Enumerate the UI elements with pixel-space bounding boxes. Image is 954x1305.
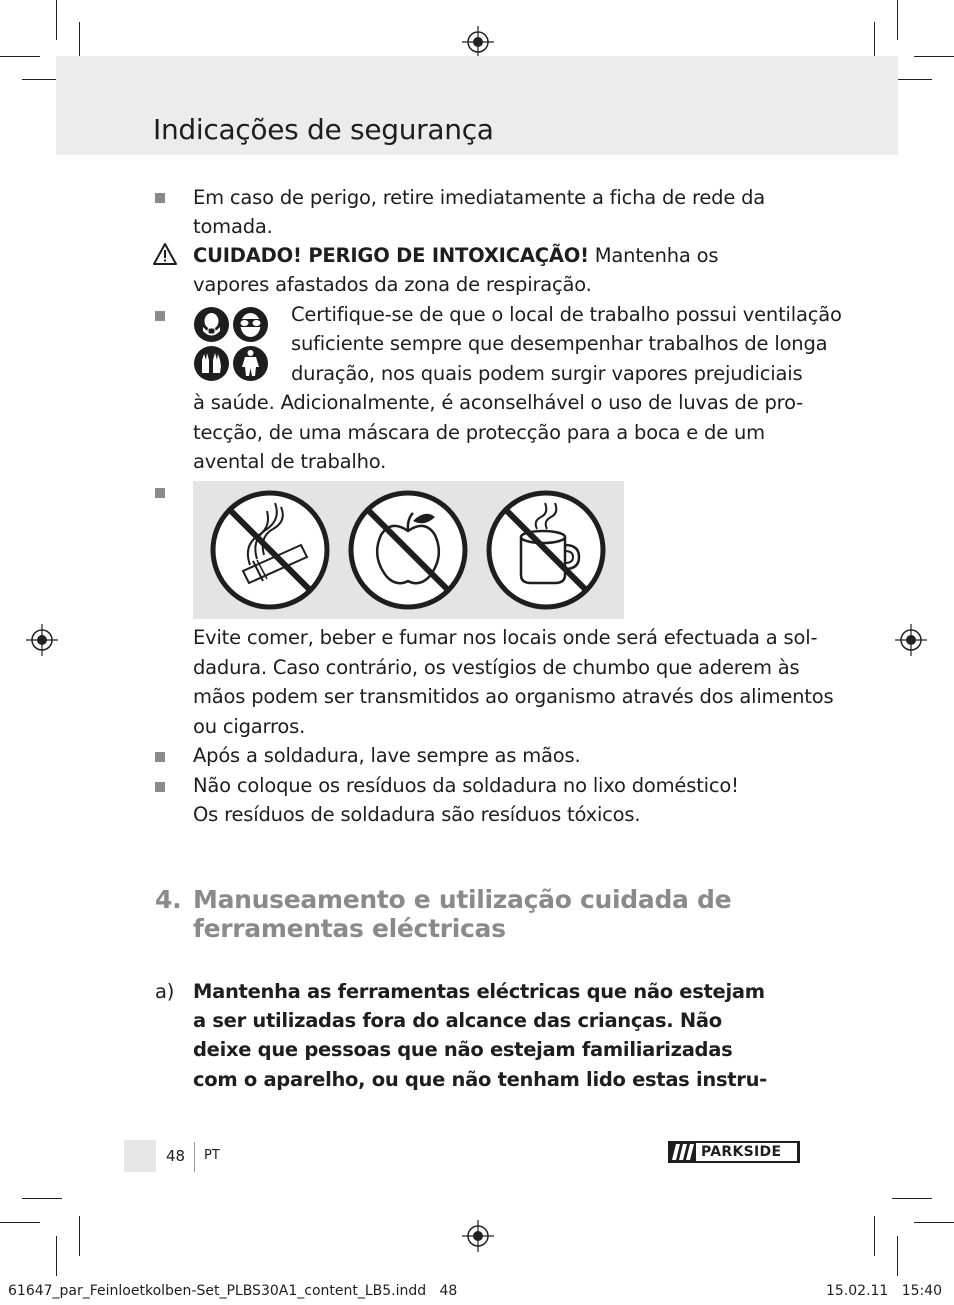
safety-item-4-line-1: Evite comer, beber e fumar nos locais onde será efectuada a sol- xyxy=(193,626,818,649)
brand-stripes-icon xyxy=(672,1144,694,1160)
item-a-line-4: com o aparelho, ou que não tenham lido estas instru- xyxy=(193,1068,767,1091)
item-a-label: a) xyxy=(155,980,175,1003)
gloves-icon xyxy=(193,345,230,382)
page-number: 48 xyxy=(166,1147,186,1165)
bullet xyxy=(155,488,165,498)
no-drinking-icon xyxy=(485,489,607,611)
warning-triangle-icon xyxy=(153,243,177,265)
warning-line-2: vapores afastados da zona de respiração. xyxy=(193,273,592,296)
section-title-line-1: Manuseamento e utilização cuidada de xyxy=(193,885,732,914)
bullet xyxy=(155,311,165,321)
bullet xyxy=(155,752,165,762)
registration-mark-icon xyxy=(462,1220,494,1252)
safety-item-3-line-1: Certifique-se de que o local de trabalho possui ventilação xyxy=(291,303,842,326)
safety-item-3-line-6: avental de trabalho. xyxy=(193,450,387,473)
safety-item-5: Após a soldadura, lave sempre as mãos. xyxy=(193,744,581,767)
item-a-line-2: a ser utilizadas fora do alcance das crianças. Não xyxy=(193,1009,722,1032)
registration-mark-icon xyxy=(895,624,927,656)
warning-text: Mantenha os xyxy=(588,244,719,267)
warning-line-1 xyxy=(193,241,718,271)
slug-file-info: 61647_par_Feinloetkolben-Set_PLBS30A1_content_LB5.indd 48 xyxy=(8,1283,458,1299)
bullet xyxy=(155,782,165,792)
safety-item-4-line-4: ou cigarros. xyxy=(193,715,306,738)
item-a-line-1: Mantenha as ferramentas eléctricas que não estejam xyxy=(193,980,765,1003)
no-smoking-icon xyxy=(209,489,331,611)
safety-item-4-line-3: mãos podem ser transmitidos ao organismo através dos alimentos xyxy=(193,685,834,708)
apron-icon xyxy=(232,345,269,382)
safety-item-4-line-2: dadura. Caso contrário, os vestígios de chumbo que aderem às xyxy=(193,656,800,679)
safety-item-6-line-2: Os resíduos de soldadura são resíduos tóxicos. xyxy=(193,803,641,826)
safety-item-3-line-3: duração, nos quais podem surgir vapores prejudiciais xyxy=(291,362,803,385)
safety-item-1-line-2: tomada. xyxy=(193,215,273,238)
item-a-line-3: deixe que pessoas que não estejam familiarizadas xyxy=(193,1038,733,1061)
safety-item-1-line-1: Em caso de perigo, retire imediatamente a ficha de rede da xyxy=(193,186,766,209)
safety-item-6-line-1: Não coloque os resíduos da soldadura no lixo doméstico! xyxy=(193,774,739,797)
registration-mark-icon xyxy=(26,624,58,656)
safety-item-3-line-4: à saúde. Adicionalmente, é aconselhável o uso de luvas de pro- xyxy=(193,391,804,414)
mask-icon xyxy=(193,306,230,343)
brand-name: PARKSIDE xyxy=(701,1144,782,1160)
brand-label-box xyxy=(696,1143,797,1161)
prohibition-signs xyxy=(193,481,624,619)
bullet xyxy=(155,193,165,203)
brand-logo xyxy=(668,1141,800,1163)
registration-mark-icon xyxy=(462,26,494,58)
goggles-icon xyxy=(232,306,269,343)
page-number-box xyxy=(124,1140,156,1172)
footer-divider xyxy=(194,1142,195,1172)
section-title-line-2: ferramentas eléctricas xyxy=(193,914,506,943)
language-code: PT xyxy=(204,1148,220,1163)
ppe-icons xyxy=(193,306,269,382)
safety-item-3-line-2: suficiente sempre que desempenhar trabalhos de longa xyxy=(291,332,828,355)
no-eating-icon xyxy=(347,489,469,611)
page-title: Indicações de segurança xyxy=(153,113,494,146)
section-number: 4. xyxy=(155,885,182,914)
slug-date: 15.02.11 15:40 xyxy=(826,1283,943,1299)
safety-item-3-line-5: tecção, de uma máscara de protecção para a boca e de um xyxy=(193,421,765,444)
warning-label: CUIDADO! PERIGO DE INTOXICAÇÃO! xyxy=(193,244,589,267)
